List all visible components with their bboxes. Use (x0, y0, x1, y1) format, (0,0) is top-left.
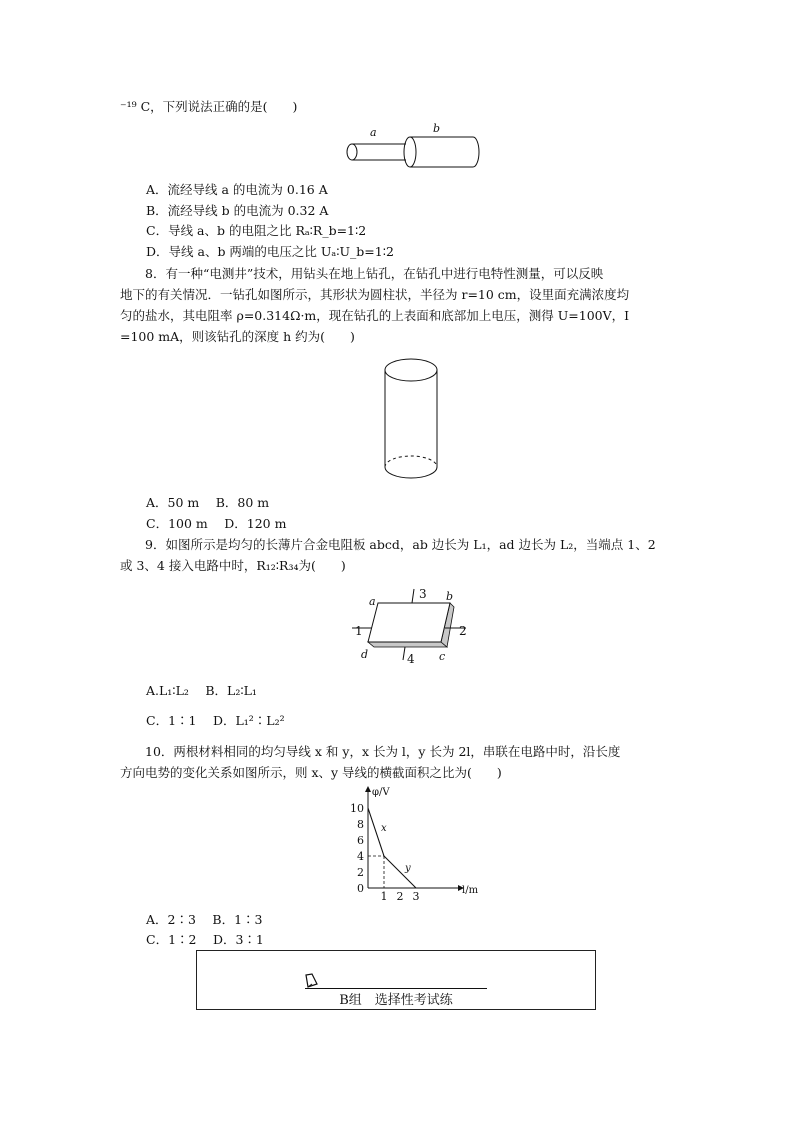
q8-options-row-2: C．100 m D．120 m (146, 516, 287, 531)
section-underline (305, 988, 487, 989)
plate-figure (350, 585, 475, 667)
x-axis-label: l/m (462, 885, 478, 896)
q9-line-2: 或 3、4 接入电路中时，R₁₂∶R₃₄为( ) (120, 558, 346, 573)
y-axis-label: φ/V (372, 787, 390, 798)
label-1: 1 (355, 624, 363, 638)
label-4: 4 (407, 652, 415, 666)
q7-tail: ⁻¹⁹ C，下列说法正确的是( ) (120, 99, 298, 114)
label-a: a (369, 595, 376, 608)
section-banner (196, 950, 596, 1010)
cylinder-figure (380, 355, 442, 483)
q10-line-2: 方向电势的变化关系如图所示，则 x、y 导线的横截面积之比为( ) (120, 765, 502, 780)
y-tick-label: 4 (357, 850, 364, 863)
y-tick-label: 6 (357, 834, 364, 847)
x-tick-label: 1 (380, 890, 388, 903)
label-c: c (439, 650, 446, 663)
q8-line-4: =100 mA，则该钻孔的深度 h 约为( ) (120, 329, 355, 344)
label-3: 3 (419, 587, 427, 601)
q8-line-1: 8．有一种“电测井”技术，用钻头在地上钻孔，在钻孔中进行电特性测量，可以反映 (120, 266, 604, 281)
q8-line-2: 地下的有关情况．一钻孔如图所示，其形状为圆柱状，半径为 r=10 cm，设里面充满浓度均 (120, 287, 630, 302)
label-b: b (446, 590, 454, 603)
q7-option-a: A．流经导线 a 的电流为 0.16 A (146, 182, 328, 197)
conductor-figure (340, 122, 485, 174)
q8-line-3: 匀的盐水，其电阻率 ρ=0.314Ω·m，现在钻孔的上表面和底部加上电压，测得 U=100V，I (120, 308, 630, 323)
y-tick-label: 2 (357, 866, 364, 879)
q10-line-1: 10．两根材料相同的均匀导线 x 和 y，x 长为 l，y 长为 2l，串联在电路中时，沿长度 (120, 744, 621, 759)
q9-options-row-1: A.L₁∶L₂ B．L₂∶L₁ (146, 683, 257, 698)
x-tick-label: 2 (396, 890, 404, 903)
q7-option-c: C．导线 a、b 的电阻之比 Rₐ∶R_b=1∶2 (146, 223, 367, 238)
q9-line-1: 9．如图所示是均匀的长薄片合金电阻板 abcd，ab 边长为 L₁，ad 边长为 L₂，当端点 1、2 (120, 537, 656, 552)
q9-options-row-2: C．1∶1 D．L₁²∶L₂² (146, 713, 285, 728)
series-label-y: y (405, 863, 411, 874)
y-axis-arrow (365, 786, 371, 792)
x-tick-label: 3 (412, 890, 420, 903)
label-2: 2 (459, 624, 467, 638)
y-tick-label: 10 (350, 802, 364, 815)
q10-options-row-1: A．2∶3 B．1∶3 (146, 912, 263, 927)
y-tick-label: 8 (357, 818, 364, 831)
q10-options-row-2: C．1∶2 D．3∶1 (146, 932, 264, 947)
y-tick-label: 0 (357, 882, 364, 895)
section-title: B组 选择性考试练 (339, 993, 453, 1008)
series-line-y (384, 856, 416, 888)
series-label-x: x (381, 823, 387, 834)
q8-options-row-1: A．50 m B．80 m (146, 495, 270, 510)
pencil-icon (305, 973, 319, 989)
label-d: d (361, 648, 369, 661)
label-b: b (433, 122, 441, 135)
label-a: a (370, 126, 377, 139)
q7-option-b: B．流经导线 b 的电流为 0.32 A (146, 203, 329, 218)
potential-chart (338, 786, 478, 904)
q7-option-d: D．导线 a、b 两端的电压之比 Uₐ∶U_b=1∶2 (146, 244, 394, 259)
